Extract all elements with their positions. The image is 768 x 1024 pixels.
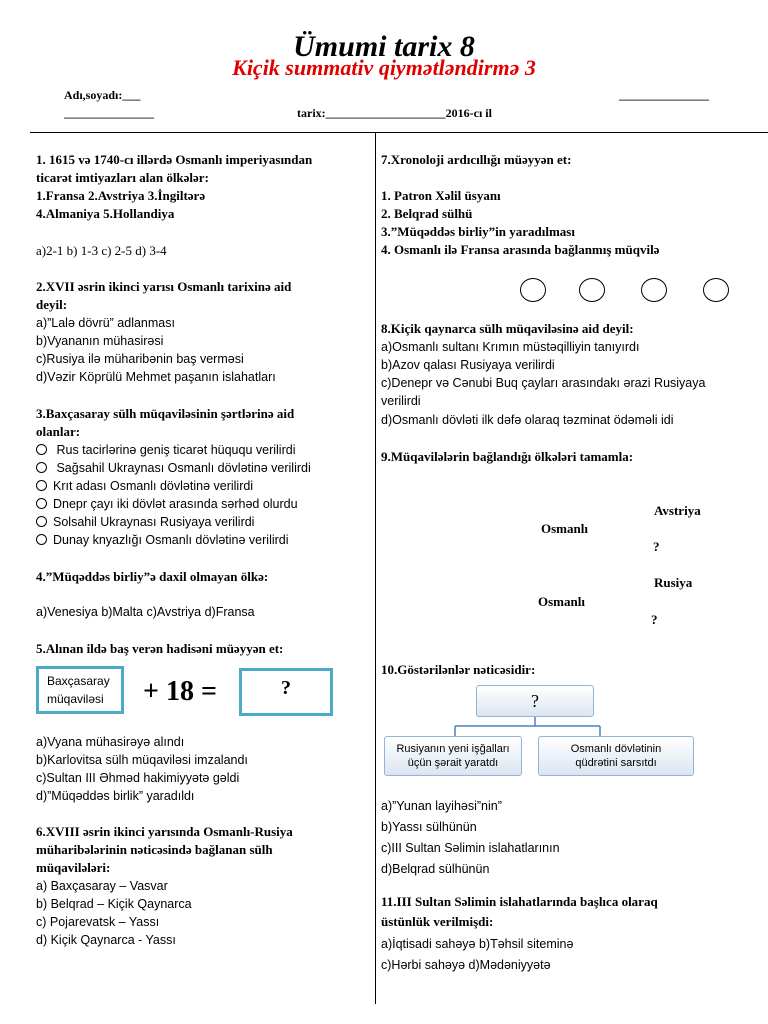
q6-line: müqavilələri: <box>36 860 111 875</box>
circle-icon <box>36 480 47 491</box>
q6-line: müharibələrinin nəticəsində bağlanan sülh <box>36 842 273 857</box>
q11-options-row: c)Hərbi sahəyə d)Mədəniyyətə <box>381 958 551 972</box>
q10-option: c)III Sultan Səlimin islahatlarının <box>381 841 560 855</box>
q9-blank: ? <box>651 612 658 627</box>
q5-option: b)Karlovitsa sülh müqaviləsi imzalandı <box>36 753 248 767</box>
q1-line: 4.Almaniya 5.Hollandiya <box>36 206 175 221</box>
q2-line: deyil: <box>36 297 68 312</box>
circle-icon <box>36 462 47 473</box>
q4-question: 4.”Müqəddəs birliy”ə daxil olmayan ölkə: <box>36 569 269 584</box>
header-divider <box>30 132 768 133</box>
q3-option: Krıt adası Osmanlı dövlətinə verilirdi <box>36 477 253 495</box>
q2-option: b)Vyananın mühasirəsi <box>36 334 164 348</box>
q6-option: c) Pojarevatsk – Yassı <box>36 915 160 929</box>
q8-option: b)Azov qalası Rusiyaya verilirdi <box>381 358 555 372</box>
q7-item: 3.”Müqəddəs birliy”in yaradılması <box>381 224 575 239</box>
q6-option: d) Kiçik Qaynarca - Yassı <box>36 933 176 947</box>
circle-icon <box>36 498 47 509</box>
q1-line: 1.Fransa 2.Avstriya 3.İngiltərə <box>36 188 206 203</box>
diagram-right-line: qüdrətini sarsıtdı <box>575 757 657 769</box>
q11-options-row: a)İqtisadi sahəyə b)Təhsil siteminə <box>381 937 574 951</box>
q3-option: Solsahil Ukraynası Rusiyaya verilirdi <box>36 513 254 531</box>
q10-option: b)Yassı sülhünün <box>381 820 477 834</box>
q9-question: 9.Müqavilələrin bağlandığı ölkələri tamamla: <box>381 449 634 464</box>
q5-option: c)Sultan III Əhməd hakimiyyətə gəldi <box>36 771 240 785</box>
q3-line: olanlar: <box>36 424 81 439</box>
q2-option: a)”Lalə dövrü” adlanması <box>36 316 175 330</box>
column-divider <box>375 132 376 1004</box>
q3-line: 3.Baxçasaray sülh müqaviləsinin şərtlərinə aid <box>36 406 295 421</box>
q5-option: d)”Müqəddəs birlik” yaradıldı <box>36 789 195 803</box>
diagram-left-box <box>384 736 522 776</box>
q8-question: 8.Kiçik qaynarca sülh müqaviləsinə aid deyil: <box>381 321 634 336</box>
q5-treaty-box <box>36 666 124 714</box>
q9-country: Avstriya <box>654 503 701 518</box>
q5-box-line: müqaviləsi <box>47 692 104 706</box>
circle-icon <box>36 534 47 545</box>
q6-line: 6.XVIII əsrin ikinci yarısında Osmanlı-Rusiya <box>36 824 293 839</box>
q2-option: c)Rusiya ilə müharibənin baş verməsi <box>36 352 244 366</box>
blank-left: _______________ <box>64 106 154 120</box>
diagram-right-box <box>538 736 694 776</box>
q2-option: d)Vəzir Köprülü Mehmet paşanın islahatları <box>36 370 276 384</box>
q8-option: a)Osmanlı sultanı Krımın müstəqilliyin tanıyırdı <box>381 340 640 354</box>
q6-option: a) Baxçasaray – Vasvar <box>36 879 168 893</box>
answer-circle-icon[interactable] <box>703 278 729 302</box>
q1-line: 1. 1615 və 1740-cı illərdə Osmanlı imperiyasından <box>36 152 313 167</box>
q9-country: Rusiya <box>654 575 693 590</box>
q3-option: Dnepr çayı iki dövlət arasında sərhəd olurdu <box>36 495 298 513</box>
blank-right: _______________ <box>619 88 709 102</box>
q9-blank: ? <box>653 539 660 554</box>
q7-item: 4. Osmanlı ilə Fransa arasında bağlanmış müqvilə <box>381 242 660 257</box>
diagram-left-line: üçün şərait yaratdı <box>407 757 499 769</box>
q10-option: d)Belqrad sülhünün <box>381 862 490 876</box>
q10-option: a)”Yunan layihəsi”nin” <box>381 799 502 813</box>
q9-osmanli: Osmanlı <box>541 521 588 536</box>
q7-item: 2. Belqrad sülhü <box>381 206 473 221</box>
circle-icon <box>36 516 47 527</box>
answer-circle-icon[interactable] <box>579 278 605 302</box>
diagram-right-line: Osmanlı dövlətinin <box>570 743 662 755</box>
name-label: Adı,soyadı:___ <box>64 88 141 102</box>
q3-option: Sağsahil Ukraynası Osmanlı dövlətinə verilirdi <box>36 459 311 477</box>
q4-answers: a)Venesiya b)Malta c)Avstriya d)Fransa <box>36 605 255 619</box>
q1-line: ticarət imtiyazları alan ölkələr: <box>36 170 209 185</box>
answer-circle-icon[interactable] <box>641 278 667 302</box>
date-label: tarix:____________________2016-cı il <box>297 106 492 120</box>
q3-option: Dunay knyazlığı Osmanlı dövlətinə verilirdi <box>36 531 289 549</box>
q5-option: a)Vyana mühasirəyə alındı <box>36 735 185 749</box>
q1-answers: a)2-1 b) 1-3 c) 2-5 d) 3-4 <box>36 243 167 258</box>
q8-option: d)Osmanlı dövləti ilk dəfə olaraq təzminat ödəməli idi <box>381 413 674 427</box>
q6-option: b) Belqrad – Kiçik Qaynarca <box>36 897 192 911</box>
q7-item: 1. Patron Xəlil üsyanı <box>381 188 501 203</box>
page-title: Ümumi tarix 8 <box>293 30 475 63</box>
page-subtitle: Kiçik summativ qiymətləndirmə 3 <box>232 55 536 80</box>
q8-option: verilirdi <box>381 394 421 408</box>
q5-plus-equation: + 18 = <box>143 676 217 707</box>
q11-line: 11.III Sultan Səlimin islahatlarında başlıca olaraq <box>381 894 658 909</box>
q5-answer-box: ? <box>239 668 333 716</box>
q5-box-line: Baxçasaray <box>47 674 110 688</box>
q7-question: 7.Xronoloji ardıcıllığı müəyyən et: <box>381 152 572 167</box>
diagram-connectors <box>380 716 680 738</box>
q2-line: 2.XVII əsrin ikinci yarısı Osmanlı tarixinə aid <box>36 279 292 294</box>
diagram-left-line: Rusiyanın yeni işğalları <box>396 743 510 755</box>
q10-question: 10.Göstərilənlər nəticəsidir: <box>381 662 536 677</box>
q8-option: c)Denepr və Cənubi Buq çayları arasındakı ərazi Rusiyaya <box>381 376 706 390</box>
q5-question: 5.Alınan ildə baş verən hadisəni müəyyən et: <box>36 641 284 656</box>
q9-osmanli: Osmanlı <box>538 594 585 609</box>
q3-option: Rus tacirlərinə geniş ticarət hüququ verilirdi <box>36 441 295 459</box>
q11-line: üstünlük verilmişdi: <box>381 914 494 929</box>
diagram-top-box: ? <box>476 685 594 717</box>
answer-circle-icon[interactable] <box>520 278 546 302</box>
circle-icon <box>36 444 47 455</box>
